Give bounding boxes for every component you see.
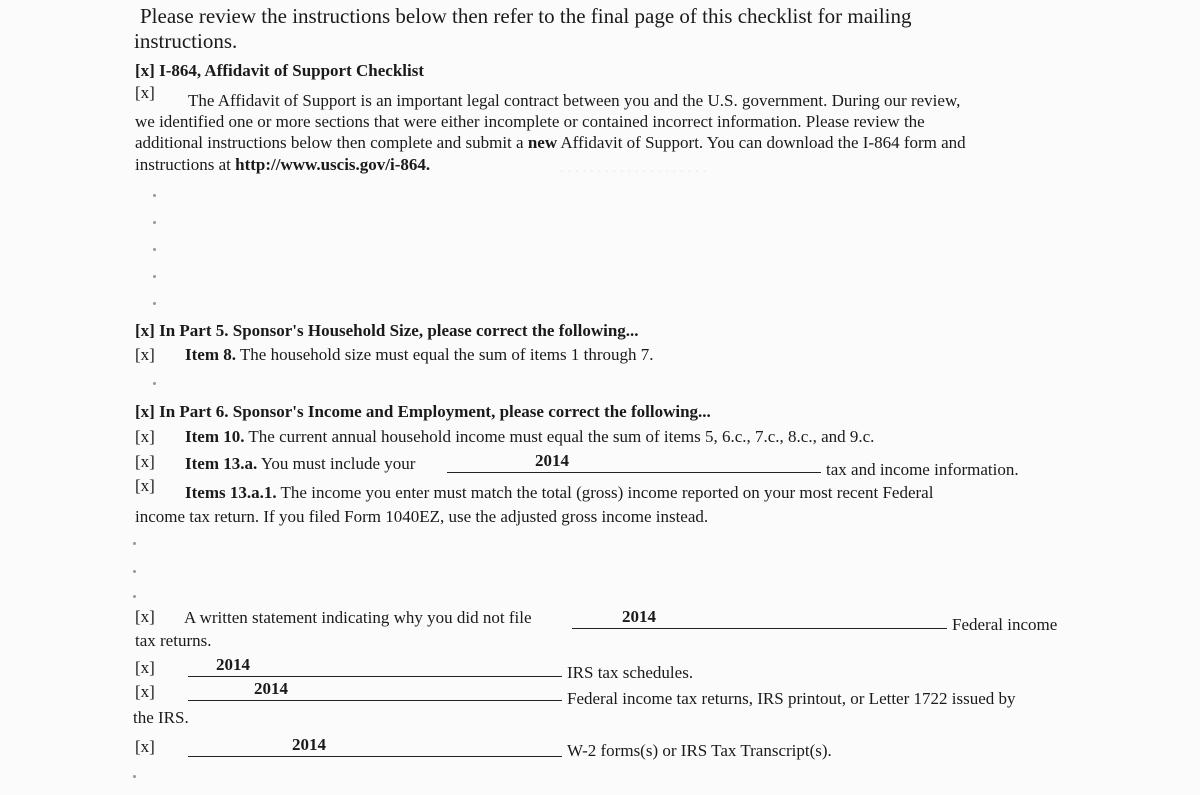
part6-item10-body: The current annual household income must equal the sum of items 5, 6.c., 7.c., 8.c., and 9.c.	[244, 427, 875, 446]
written-statement-checkbox: [x]	[135, 607, 155, 626]
tax-schedules-text: IRS tax schedules.	[567, 663, 694, 682]
tax-schedules-year-field[interactable]	[188, 655, 562, 677]
new-emphasis: new	[527, 133, 558, 152]
tax-year-field[interactable]	[447, 451, 821, 473]
part6-item13a1-text	[185, 484, 933, 501]
part5-heading: [x] In Part 5. Sponsor's Household Size, please correct the following...	[135, 321, 639, 340]
part6-item13a-body: You must include your	[257, 454, 416, 473]
affidavit-line-1: The Affidavit of Support is an important legal contract between you and the U.S. government. During our review,	[188, 91, 961, 110]
w2-year-value: 2014	[292, 735, 326, 754]
tax-schedules-year-value: 2014	[216, 655, 250, 674]
tax-year-value: 2014	[535, 451, 569, 470]
stray-mark	[153, 382, 156, 385]
part6-item13a1-label: Items 13.a.1.	[185, 483, 277, 502]
part6-item13a1-cont: income tax return. If you filed Form 1040EZ, use the adjusted gross income instead.	[135, 507, 709, 526]
part6-item10-label: Item 10.	[185, 427, 245, 446]
stray-mark	[133, 775, 136, 778]
affidavit-line-3-suffix: Affidavit of Support. You can download the I-864 form and	[557, 133, 966, 152]
part5-item8-body: The household size must equal the sum of items 1 through 7.	[235, 345, 654, 364]
tax-returns-cont: the IRS.	[133, 708, 189, 727]
part6-item13a-checkbox: [x]	[135, 452, 155, 471]
stray-mark	[133, 570, 136, 573]
tax-returns-text: Federal income tax returns, IRS printout, or Letter 1722 issued by	[567, 689, 1016, 708]
affidavit-checkbox: [x]	[135, 83, 155, 102]
part6-item13a1-checkbox: [x]	[135, 476, 155, 495]
stray-mark	[133, 542, 136, 545]
part6-item13a1-body: The income you enter must match the total (gross) income reported on your most recent Federal	[276, 483, 934, 502]
part5-item8-label: Item 8.	[185, 345, 236, 364]
stray-mark	[133, 595, 136, 598]
part6-item10-text	[185, 428, 874, 445]
affidavit-line-3	[135, 134, 966, 151]
unfiled-year-field[interactable]	[572, 607, 947, 629]
affidavit-line-3-prefix: additional instructions below then complete and submit a	[135, 133, 528, 152]
part6-item13a-after: tax and income information.	[826, 460, 1019, 479]
uscis-link[interactable]: http://www.uscis.gov/i-864.	[235, 155, 431, 174]
bleed-through-text: . . . . . . . . . . . . . . . . . . . .	[560, 160, 707, 176]
part6-heading: [x] In Part 6. Sponsor's Income and Employment, please correct the following...	[135, 402, 711, 421]
written-statement-after: Federal income	[952, 615, 1058, 634]
intro-line-1: Please review the instructions below then refer to the final page of this checklist for mailing	[140, 4, 912, 28]
part6-item10-checkbox: [x]	[135, 427, 155, 446]
part6-item13a-text	[185, 455, 415, 472]
written-statement-text: A written statement indicating why you did not file	[184, 608, 532, 627]
w2-checkbox: [x]	[135, 737, 155, 756]
tax-returns-year-field[interactable]	[188, 679, 562, 701]
w2-year-field[interactable]	[188, 735, 562, 757]
stray-mark	[153, 221, 156, 224]
intro-line-2: instructions.	[134, 29, 238, 53]
stray-mark	[153, 275, 156, 278]
stray-mark	[153, 194, 156, 197]
stray-mark	[153, 302, 156, 305]
affidavit-line-4-prefix: instructions at	[135, 155, 236, 174]
stray-mark	[153, 248, 156, 251]
tax-returns-checkbox: [x]	[135, 682, 155, 701]
tax-schedules-checkbox: [x]	[135, 658, 155, 677]
affidavit-heading: [x] I-864, Affidavit of Support Checklist	[135, 61, 425, 80]
affidavit-line-2: we identified one or more sections that were either incomplete or contained incorrect information. Please review the	[135, 112, 925, 131]
written-statement-cont: tax returns.	[135, 631, 212, 650]
tax-returns-year-value: 2014	[254, 679, 288, 698]
w2-text: W-2 forms(s) or IRS Tax Transcript(s).	[567, 741, 832, 760]
part5-item8-checkbox: [x]	[135, 345, 155, 364]
unfiled-year-value: 2014	[622, 607, 656, 626]
affidavit-line-4	[135, 156, 430, 173]
part6-item13a-label: Item 13.a.	[185, 454, 258, 473]
part5-item8-text	[185, 346, 654, 363]
